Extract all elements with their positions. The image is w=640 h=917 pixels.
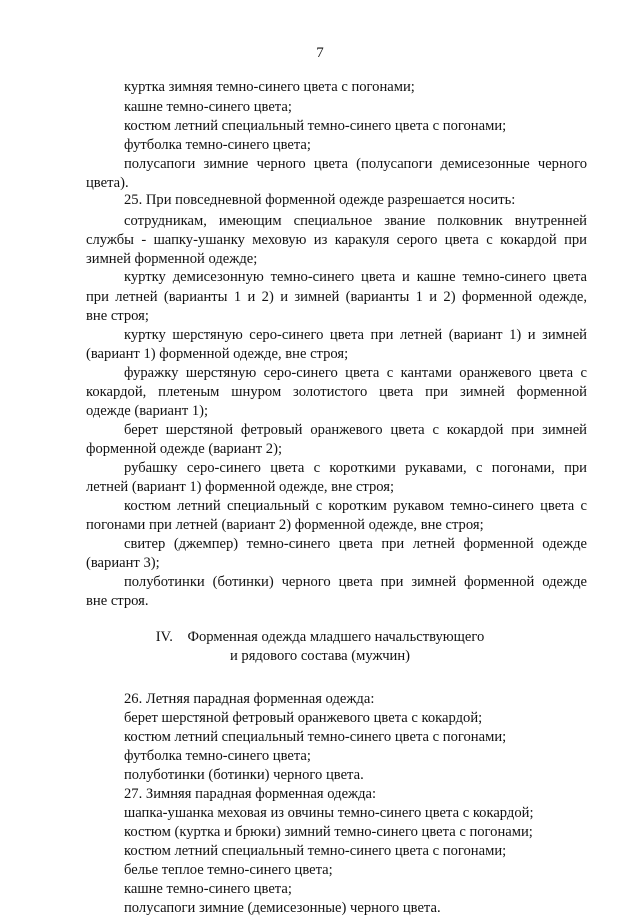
text-line: фуражку шерстяную серо-синего цвета с кантами оранжевого цвета с — [124, 365, 587, 381]
text-line: кашне темно-синего цвета; — [124, 99, 292, 115]
text-line: куртку шерстяную серо-синего цвета при летней (вариант 1) и зимней — [124, 327, 587, 343]
text-line: форменной одежде (вариант 2); — [86, 441, 282, 457]
text-line: футболка темно-синего цвета; — [124, 137, 311, 153]
text-line: при летней (варианты 1 и 2) и зимней (варианты 1 и 2) форменной одежде, — [86, 289, 587, 305]
text-line: цвета). — [86, 175, 129, 191]
text-line: костюм летний специальный темно-синего цвета с погонами; — [124, 729, 507, 745]
text-line: костюм летний специальный темно-синего цвета с погонами; — [124, 843, 507, 859]
paragraph-heading: 26. Летняя парадная форменная одежда: — [124, 691, 375, 707]
text-line: (вариант 1) форменной одежде, вне строя; — [86, 346, 349, 362]
text-line: футболка темно-синего цвета; — [124, 748, 311, 764]
text-line: костюм летний специальный с коротким рукавом темно-синего цвета с — [124, 498, 587, 514]
text-line: шапка-ушанка меховая из овчины темно-синего цвета с кокардой; — [124, 805, 534, 821]
text-line: погонами при летней (вариант 2) форменной одежде, вне строя; — [86, 517, 484, 533]
text-line: кокардой, плетеным шнуром золотистого цвета при зимней форменной — [86, 384, 587, 400]
text-line: полусапоги зимние (демисезонные) черного цвета. — [124, 900, 441, 916]
text-line: одежде (вариант 1); — [86, 403, 209, 419]
text-line: рубашку серо-синего цвета с короткими рукавами, с погонами, при — [124, 460, 587, 476]
text-line: полуботинки (ботинки) черного цвета при зимней форменной одежде — [124, 574, 587, 590]
text-line: летней (вариант 1) форменной одежде, вне строя; — [86, 479, 395, 495]
section-heading: и рядового состава (мужчин) — [229, 648, 411, 664]
text-line: полуботинки (ботинки) черного цвета. — [124, 767, 364, 783]
text-line: куртку демисезонную темно-синего цвета и кашне темно-синего цвета — [124, 269, 587, 285]
text-line: берет шерстяной фетровый оранжевого цвета с кокардой; — [124, 710, 483, 726]
text-line: (вариант 3); — [86, 555, 160, 571]
section-heading: IV. Форменная одежда младшего начальствующего — [155, 629, 485, 645]
text-line: зимней форменной одежде; — [86, 251, 258, 267]
text-line: сотрудникам, имеющим специальное звание полковник внутренней — [124, 213, 587, 229]
text-line: кашне темно-синего цвета; — [124, 881, 292, 897]
text-line: костюм (куртка и брюки) зимний темно-синего цвета с погонами; — [124, 824, 533, 840]
paragraph-heading: 27. Зимняя парадная форменная одежда: — [124, 786, 377, 802]
text-line: белье теплое темно-синего цвета; — [124, 862, 333, 878]
paragraph-heading: 25. При повседневной форменной одежде разрешается носить: — [124, 192, 516, 208]
text-line: костюм летний специальный темно-синего цвета с погонами; — [124, 118, 507, 134]
text-line: свитер (джемпер) темно-синего цвета при летней форменной одежде — [124, 536, 587, 552]
text-line: берет шерстяной фетровый оранжевого цвета с кокардой при зимней — [124, 422, 587, 438]
text-line: вне строя; — [86, 308, 149, 324]
text-line: куртка зимняя темно-синего цвета с погонами; — [124, 79, 415, 95]
text-line: полусапоги зимние черного цвета (полусапоги демисезонные черного — [124, 156, 587, 172]
text-line: службы - шапку-ушанку меховую из каракуля серого цвета с кокардой при — [86, 232, 587, 248]
text-line: вне строя. — [86, 593, 149, 609]
page-number: 7 — [316, 45, 324, 61]
